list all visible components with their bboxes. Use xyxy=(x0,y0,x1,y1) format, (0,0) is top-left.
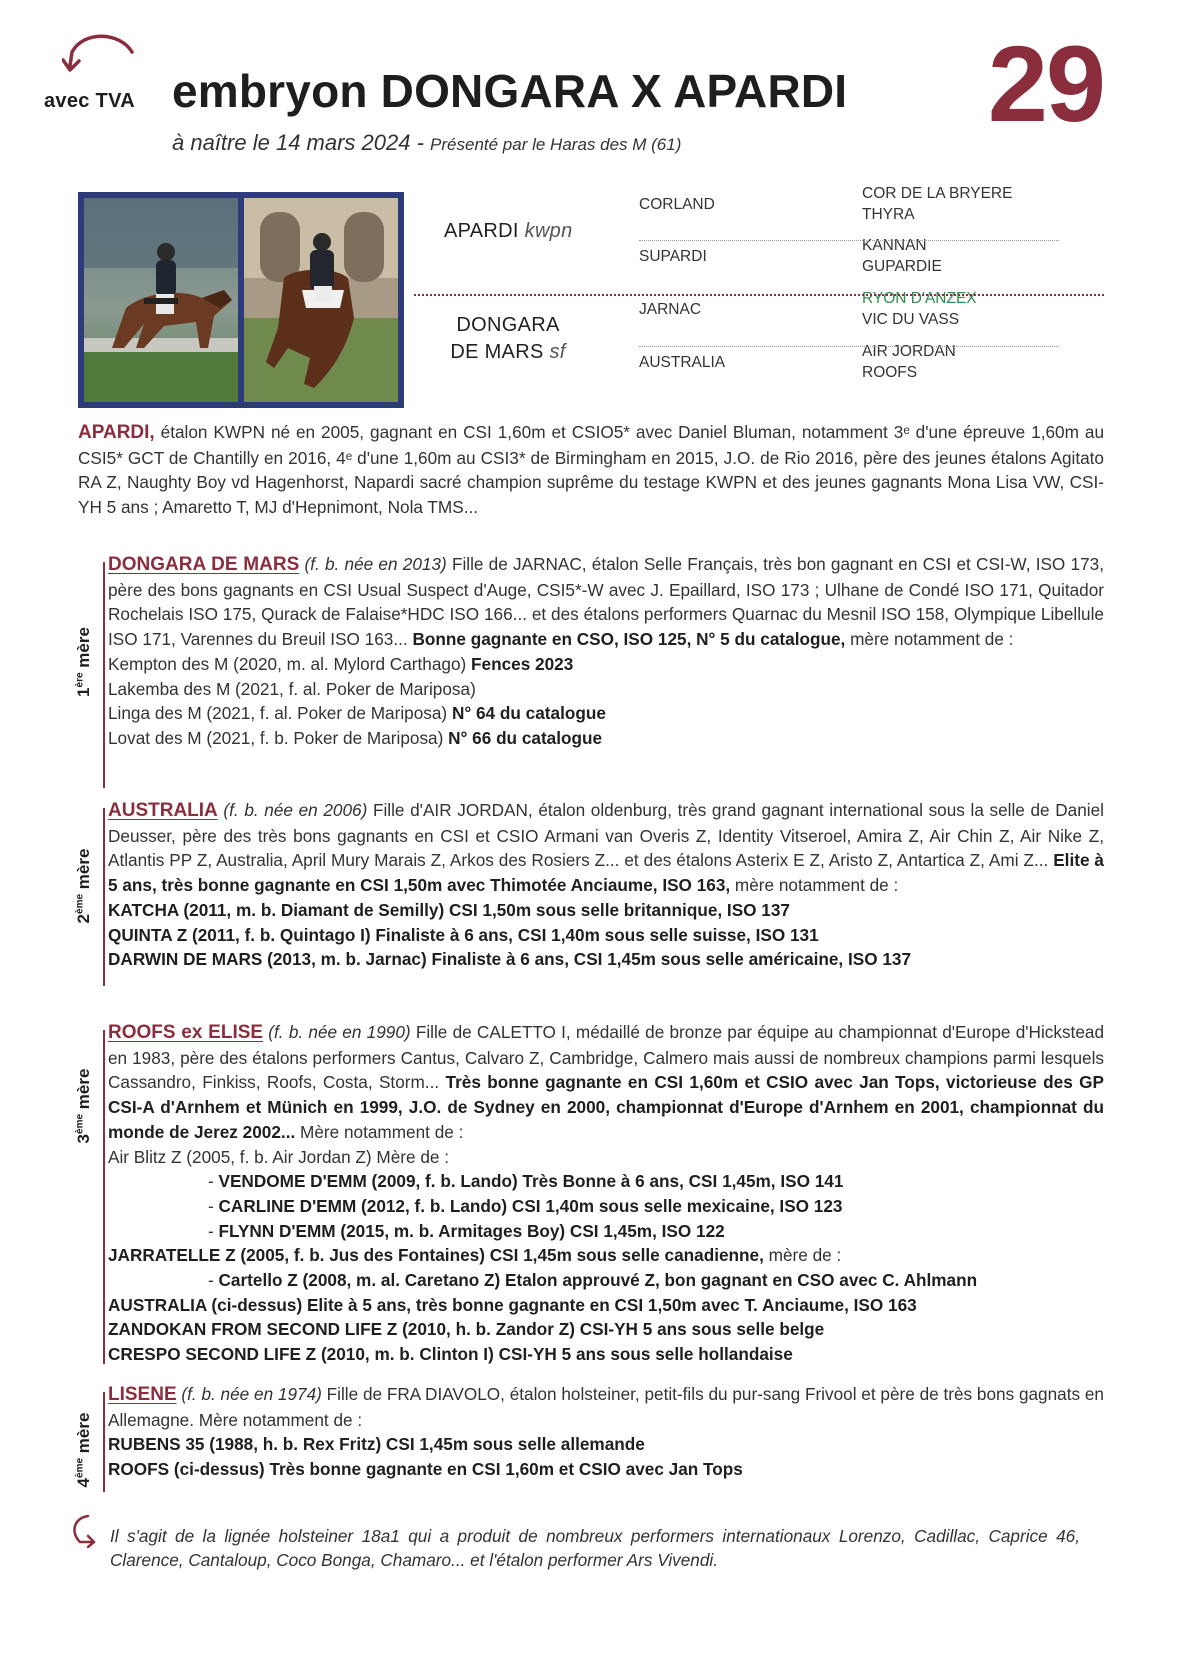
curved-arrow-icon xyxy=(62,30,142,82)
pedigree-divider-sire xyxy=(639,240,1059,241)
offspring-row: Kempton des M (2020, m. al. Mylord Carthago) Fences 2023 xyxy=(108,653,574,674)
subtitle xyxy=(172,130,681,156)
offspring-row: JARRATELLE Z (2005, f. b. Jus des Fontaines) CSI 1,45m sous selle canadienne, mère de : xyxy=(108,1245,842,1266)
great-grandparent-4: GUPARDIE xyxy=(862,258,942,275)
footnote: Il s'agit de la lignée holsteiner 18a1 qui a produit de nombreux performers internationaux Lorenzo, Cadillac, Caprice 46, Clarence, Cantaloup, Coco Bonga, Chamaro... et l'étalon performer Ars Vivendi. xyxy=(110,1526,1080,1570)
offspring-row: - VENDOME D'EMM (2009, f. b. Lando) Très Bonne à 6 ans, CSI 1,45m, ISO 141 xyxy=(208,1171,844,1192)
mother-4-bar xyxy=(103,1392,105,1492)
mother-2-tail: mère notamment de : xyxy=(730,875,899,896)
mother-2-text: Fille d'AIR JORDAN, étalon oldenburg, très grand gagnant international sous la selle de Daniel Deusser, père des très bons gagnants en CSI et CSIO Armani van Overis Z, Identity Vitseroel, Amira Z, Air Chin Z, Air Nike Z, Atlantis PP Z, Australia, April Mury Marais Z, Arkos des Rosiers Z... et des étalons Asterix E Z, Aristo Z, Antartica Z, Ami Z... xyxy=(108,800,1104,871)
mother-2-label: 2ème mère xyxy=(74,848,93,924)
sire-breed: kwpn xyxy=(524,220,573,242)
great-grandparent-5: RYON D'ANZEX xyxy=(862,290,977,307)
mother-2-block xyxy=(108,798,1104,972)
grandparent-4: AUSTRALIA xyxy=(639,354,726,371)
mother-1-text: Fille de JARNAC, étalon Selle Français, très bon gagnant en CSI et CSI-W, ISO 173, père des bons gagnants en CSI Usual Suspect d'Auge, CSI5*-W avec J. Epaillard, ISO 173 ; Ulhane de Condé ISO 171, Quitador Rochelais ISO 175, Qurack de Falaise*HDC ISO 166... et des étalons performers Quarnac du Mesnil ISO 158, Olympique Libellule ISO 171, Varennes du Breuil ISO 163... xyxy=(108,554,1104,650)
dam-name-2: DE MARS xyxy=(450,341,544,363)
mother-3-bold: Très bonne gagnante en CSI 1,60m et CSIO avec Jan Tops, victorieuse des GP CSI-A d'Arnhem et Münich en 1999, J.O. de Sydney en 2000, championnat d'Europe d'Arnhem en 2001, championnat du monde de Jerez 2002... xyxy=(108,1072,1104,1142)
offspring-row: AUSTRALIA (ci-dessus) Elite à 5 ans, très bonne gagnante en CSI 1,50m avec T. Anciaume, ISO 163 xyxy=(108,1294,917,1315)
dam-name-1: DONGARA xyxy=(456,314,560,336)
dam-breed: sf xyxy=(549,341,566,363)
offspring-row: - FLYNN D'EMM (2015, m. b. Armitages Boy) CSI 1,45m, ISO 122 xyxy=(208,1220,725,1241)
great-grandparent-7: AIR JORDAN xyxy=(862,343,956,360)
offspring-row: ZANDOKAN FROM SECOND LIFE Z (2010, h. b. Zandor Z) CSI-YH 5 ans sous selle belge xyxy=(108,1319,825,1340)
offspring-row: Linga des M (2021, f. al. Poker de Mariposa) N° 64 du catalogue xyxy=(108,703,606,724)
mother-3-label: 3ème mère xyxy=(74,1068,93,1144)
grandparent-1: CORLAND xyxy=(639,196,715,213)
photo-frame xyxy=(78,192,404,408)
pedigree-divider-main xyxy=(414,294,1104,296)
mother-1-block xyxy=(108,552,1104,751)
mother-3-name: ROOFS ex ELISE xyxy=(108,1022,264,1043)
mother-1-label: 1ère mère xyxy=(74,627,93,697)
sire-name: APARDI xyxy=(444,220,519,242)
offspring-row: Lovat des M (2021, f. b. Poker de Mariposa) N° 66 du catalogue xyxy=(108,727,603,748)
mother-2-bar xyxy=(103,808,105,986)
hook-arrow-icon xyxy=(66,1512,98,1548)
great-grandparent-1: COR DE LA BRYERE xyxy=(862,185,1013,202)
sire-description-name: APARDI, xyxy=(78,422,155,443)
mother-1-bold: Bonne gagnante en CSO, ISO 125, N° 5 du catalogue, xyxy=(412,629,846,650)
mother-1-detail: (f. b. née en 2013) xyxy=(299,554,447,574)
subtitle-dash: - xyxy=(410,130,431,155)
mother-1-name: DONGARA DE MARS xyxy=(108,554,300,575)
mother-2-bold: Elite à 5 ans, très bonne gagnante en CSI 1,50m avec Thimotée Anciaume, ISO 163, xyxy=(108,850,1104,896)
grandparent-2: SUPARDI xyxy=(639,248,707,265)
great-grandparent-8: ROOFS xyxy=(862,364,918,381)
great-grandparent-2: THYRA xyxy=(862,206,915,223)
offspring-row: ROOFS (ci-dessus) Très bonne gagnante en CSI 1,60m et CSIO avec Jan Tops xyxy=(108,1459,743,1480)
lot-number: 29 xyxy=(987,23,1104,144)
offspring-row: QUINTA Z (2011, f. b. Quintago I) Finaliste à 6 ans, CSI 1,40m sous selle suisse, ISO 131 xyxy=(108,924,819,945)
mother-4-detail: (f. b. née en 1974) xyxy=(176,1384,322,1404)
pedigree-divider-dam xyxy=(639,346,1059,347)
offspring-row: - CARLINE D'EMM (2012, f. b. Lando) CSI 1,40m sous selle mexicaine, ISO 123 xyxy=(208,1195,843,1216)
presenter: Présenté par le Haras des M (61) xyxy=(430,135,682,154)
grandparent-3: JARNAC xyxy=(639,301,702,318)
mother-1-tail: mère notamment de : xyxy=(845,629,1014,650)
great-grandparent-6: VIC DU VASS xyxy=(862,311,960,328)
offspring-row: Lakemba des M (2021, f. al. Poker de Mariposa) xyxy=(108,678,476,699)
mother-2-detail: (f. b. née en 2006) xyxy=(217,800,368,820)
offspring-row: - Cartello Z (2008, m. al. Caretano Z) Etalon approuvé Z, bon gagnant en CSO avec C. Ahlmann xyxy=(208,1270,978,1291)
mother-1-bar xyxy=(103,562,105,788)
offspring-row: Air Blitz Z (2005, f. b. Air Jordan Z) Mère de : xyxy=(108,1146,450,1167)
mother-3-block xyxy=(108,1020,1104,1367)
pedigree-dam xyxy=(448,312,568,366)
mother-3-detail: (f. b. née en 1990) xyxy=(263,1022,411,1042)
offspring-row: KATCHA (2011, m. b. Diamant de Semilly) CSI 1,50m sous selle britannique, ISO 137 xyxy=(108,899,790,920)
mother-2-name: AUSTRALIA xyxy=(108,800,218,821)
tva-label: avec TVA xyxy=(44,90,135,112)
mother-4-block xyxy=(108,1382,1104,1482)
lot-title: embryon DONGARA X APARDI xyxy=(172,65,848,117)
offspring-row: DARWIN DE MARS (2013, m. b. Jarnac) Finaliste à 6 ans, CSI 1,45m sous selle américaine, ISO 137 xyxy=(108,949,912,970)
horse-photo-1 xyxy=(84,198,238,402)
mother-3-bar xyxy=(103,1030,105,1364)
pedigree-table xyxy=(414,185,1104,410)
mother-4-text: Fille de FRA DIAVOLO, étalon holsteiner, petit-fils du pur-sang Frivool et père de très bons gagnats en Allemagne. Mère notamment de : xyxy=(108,1384,1104,1430)
mother-3-tail: Mère notamment de : xyxy=(295,1121,464,1142)
mother-4-label: 4ème mère xyxy=(74,1412,93,1488)
mother-3-text: Fille de CALETTO I, médaillé de bronze par équipe au championnat d'Europe d'Hickstead en 1983, père des étalons performers Cantus, Calvaro Z, Cambridge, Calmero mais aussi de nombreux champions parmi lesquels Cassandro, Finkiss, Roofs, Costa, Storm... xyxy=(108,1022,1105,1093)
pedigree-sire xyxy=(444,220,573,243)
sire-description-text: étalon KWPN né en 2005, gagnant en CSI 1,60m et CSIO5* avec Daniel Bluman, notamment 3ᵉ d'une épreuve 1,60m au CSI5* GCT de Chantilly en 2016, 4ᵉ d'une 1,60m au CSI3* de Birmingham en 2015, J.O. de Rio 2016, père des jeunes étalons Agitato RA Z, Naughty Boy vd Hagenhorst, Napardi sacré champion suprême du testage KWPN et des jeunes gagnants Mona Lisa VW, CSI-YH 5 ans ; Amaretto T, MJ d'Hepnimont, Nola TMS... xyxy=(78,422,1104,518)
offspring-row: CRESPO SECOND LIFE Z (2010, m. b. Clinton I) CSI-YH 5 ans sous selle hollandaise xyxy=(108,1344,793,1365)
horse-photo-2 xyxy=(244,198,398,402)
sire-description xyxy=(78,420,1104,520)
great-grandparent-3: KANNAN xyxy=(862,237,927,254)
offspring-row: RUBENS 35 (1988, h. b. Rex Fritz) CSI 1,45m sous selle allemande xyxy=(108,1434,645,1455)
mother-4-name: LISENE xyxy=(108,1384,177,1405)
birth-date: à naître le 14 mars 2024 xyxy=(172,130,411,155)
